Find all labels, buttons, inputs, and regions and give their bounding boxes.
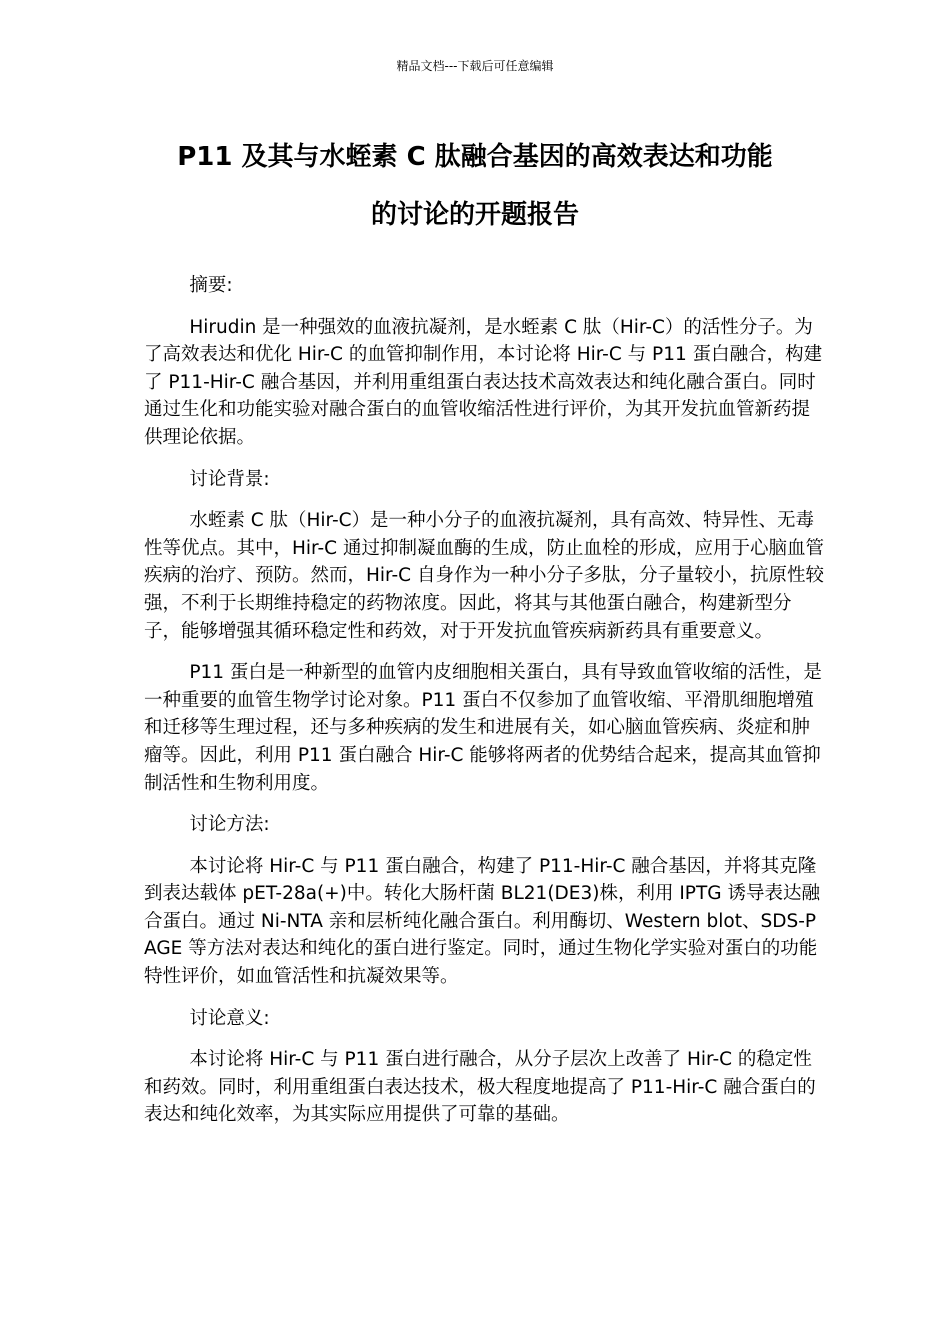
document-body [144,272,824,1129]
abstract-paragraph: Hirudin 是一种强效的血液抗凝剂，是水蛭素 C 肽（Hir-C）的活性分子。为了高效表达和优化 Hir-C 的血管抑制作用，本讨论将 Hir-C 与 P11 蛋白融合，构建了 P11-Hir-C 融合基因，并利用重组蛋白表达技术高效表达和纯化融合蛋白。同时通过生化和功能实验对融合蛋白的血管收缩活性进行评价，为其开发抗血管新药提供理论依据。 [144,316,823,448]
document-title-line-2: 的讨论的开题报告 [370,200,579,230]
background-paragraph-1: 水蛭素 C 肽（Hir-C）是一种小分子的血液抗凝剂，具有高效、特异性、无毒性等优点。其中，Hir-C 通过抑制凝血酶的生成，防止血栓的形成，应用于心脑血管疾病的治疗、预防。然而，Hir-C 自身作为一种小分子多肽，分子量较小，抗原性较强，不利于长期维持稳定的药物浓度。因此，将其与其他蛋白融合，构建新型分子，能够增强其循环稳定性和药效，对于开发抗血管疾病新药具有重要意义。 [144,510,824,642]
methods-heading: 讨论方法: [189,814,270,836]
significance-paragraph: 本讨论将 Hir-C 与 P11 蛋白进行融合，从分子层次上改善了 Hir-C 的稳定性和药效。同时，利用重组蛋白表达技术，极大程度地提高了 P11-Hir-C 融合蛋白的表达和纯化效率，为其实际应用提供了可靠的基础。 [144,1049,816,1126]
page-header-note: 精品文档---下载后可任意编辑 [396,59,554,73]
methods-paragraph: 本讨论将 Hir-C 与 P11 蛋白融合，构建了 P11-Hir-C 融合基因，并将其克隆到表达载体 pET-28a(+)中。转化大肠杆菌 BL21(DE3)株，利用 IPTG 诱导表达融合蛋白。通过 Ni-NTA 亲和层析纯化融合蛋白。利用酶切、Western blot、SDS-PAGE 等方法对表达和纯化的蛋白进行鉴定。同时，通过生物化学实验对蛋白的功能特性评价，如血管活性和抗凝效果等。 [144,855,820,988]
significance-heading: 讨论意义: [189,1007,270,1029]
abstract-heading: 摘要: [189,275,233,296]
background-heading: 讨论背景: [189,468,270,490]
document-title [110,128,840,244]
background-paragraph-2: P11 蛋白是一种新型的血管内皮细胞相关蛋白，具有导致血管收缩的活性，是一种重要的血管生物学讨论对象。P11 蛋白不仅参加了血管收缩、平滑肌细胞增殖和迁移等生理过程，还与多种疾病的发生和进展有关，如心脑血管疾病、炎症和肿瘤等。因此，利用 P11 蛋白融合 Hir-C 能够将两者的优势结合起来，提高其血管抑制活性和生物利用度。 [144,662,822,794]
document-title-line-1: P11 及其与水蛭素 C 肽融合基因的高效表达和功能 [177,142,773,172]
